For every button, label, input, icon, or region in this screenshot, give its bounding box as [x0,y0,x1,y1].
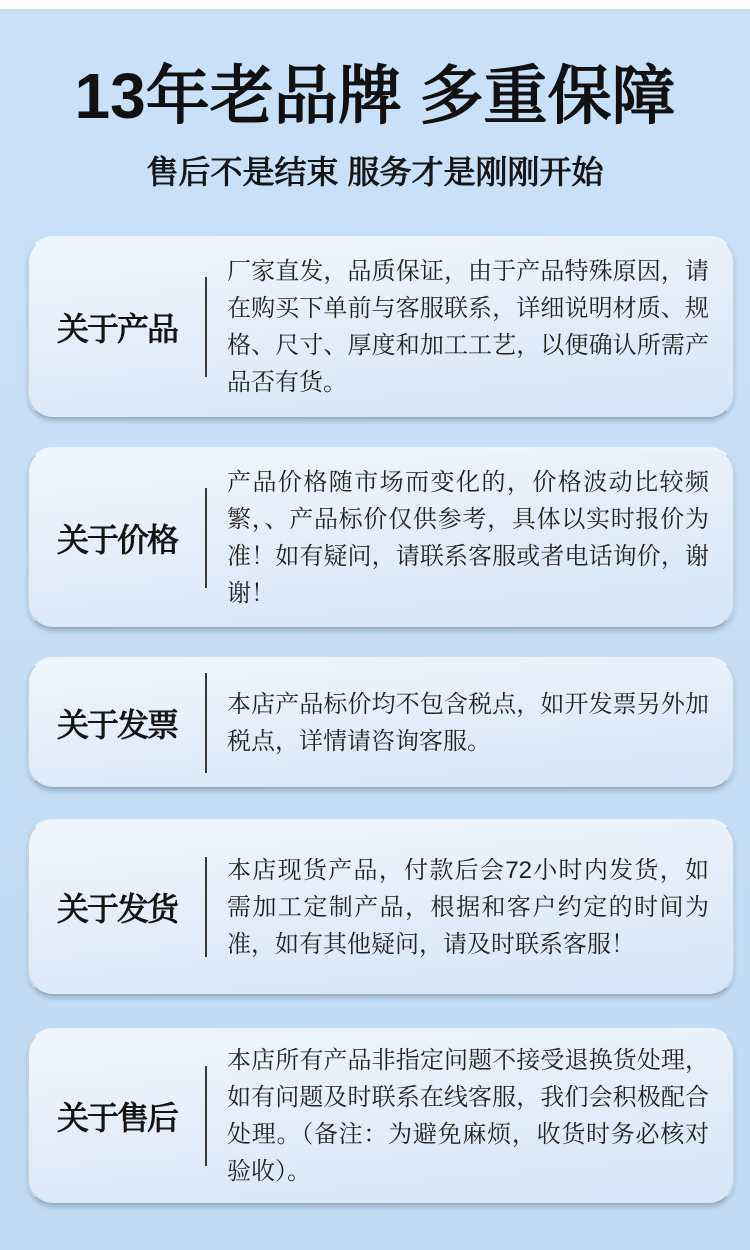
card-about-product [27,236,735,419]
card-label-invoice: 关于发票 [56,706,177,743]
card-text-invoice: 本店产品标价均不包含税点，如开发票另外加税点，详情请咨询客服。 [227,690,709,755]
card-about-price [27,447,735,629]
card-about-invoice [27,657,735,789]
card-about-aftersales [27,1028,735,1205]
page-title: 13年老品牌 多重保障 [74,60,676,132]
top-white-strip [0,0,750,9]
guarantee-card-list [0,236,750,1205]
card-label-price: 关于价格 [56,521,177,558]
card-text-product: 厂家直发，品质保证，由于产品特殊原因，请在购买下单前与客服联系，详细说明材质、规格、尺寸、厚度和加工工艺，以便确认所需产品否有货。 [227,258,709,397]
card-label-aftersales: 关于售后 [56,1100,177,1137]
card-label-product: 关于产品 [56,311,177,348]
page-subtitle: 售后不是结束 服务才是刚刚开始 [146,154,604,191]
card-label-shipping: 关于发货 [56,891,177,928]
card-text-price: 产品价格随市场而变化的，价格波动比较频繁，、产品标价仅供参考，具体以实时报价为准！如有疑问，请联系客服或者电话询价，谢谢！ [227,468,709,607]
card-text-shipping: 本店现货产品，付款后会72小时内发货，如需加工定制产品，根据和客户约定的时间为准，如有其他疑问，请及时联系客服！ [227,856,709,958]
card-text-aftersales: 本店所有产品非指定问题不接受退换货处理，如有问题及时联系在线客服，我们会积极配合处理。（备注：为避免麻烦，收货时务必核对验收）。 [227,1047,709,1186]
card-about-shipping [27,819,735,996]
